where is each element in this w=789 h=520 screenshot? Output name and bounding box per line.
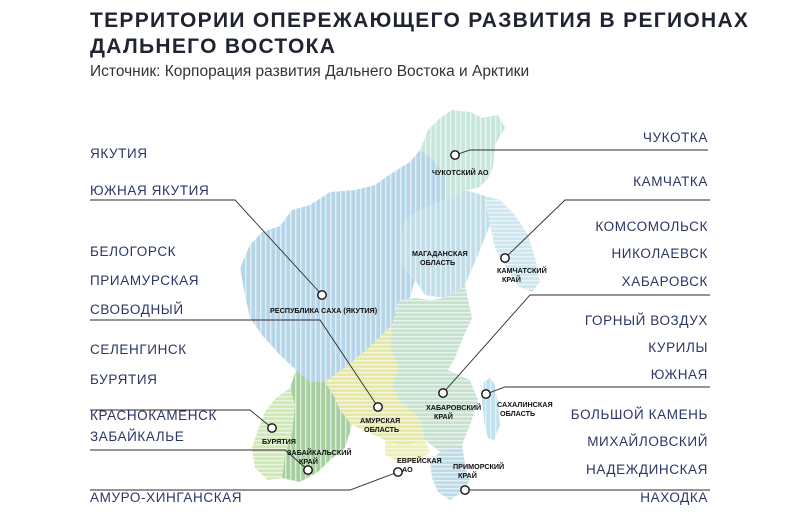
marker-saha	[318, 291, 326, 299]
leader-sakhalin	[486, 387, 710, 394]
tor-kurily: КУРИЛЫ	[648, 340, 708, 355]
tor-nakhodka: НАХОДКА	[640, 490, 708, 505]
marker-buryatia	[268, 424, 276, 432]
marker-chukotka	[451, 151, 459, 159]
region-label-primorye-2: КРАЙ	[458, 471, 477, 480]
region-label-jewish-2: АО	[402, 465, 413, 474]
title-line-2: ДАЛЬНЕГО ВОСТОКА	[90, 35, 337, 58]
tor-yakutia: ЯКУТИЯ	[90, 146, 148, 161]
tor-kamchatka: КАМЧАТКА	[633, 174, 708, 189]
tor-yuzhnaya: ЮЖНАЯ	[650, 367, 708, 382]
region-label-sakhalin-1: САХАЛИНСКАЯ	[497, 400, 553, 409]
region-label-amur-2: ОБЛАСТЬ	[364, 425, 400, 434]
tor-khabarovsk: ХАБАРОВСК	[621, 274, 708, 289]
region-label-magadan-2: ОБЛАСТЬ	[420, 258, 456, 267]
tor-buryatia: БУРЯТИЯ	[90, 372, 158, 387]
region-label-zabaikal-1: ЗАБАЙКАЛЬСКИЙ	[287, 448, 352, 457]
tor-zabaikalie: ЗАБАЙКАЛЬЕ	[90, 429, 185, 444]
tor-selenginsk: СЕЛЕНГИНСК	[90, 342, 187, 357]
map-source: Источник: Корпорация развития Дальнего Востока и Арктики	[90, 63, 530, 80]
region-label-khabarovsk-2: КРАЙ	[434, 412, 453, 421]
tor-krasnokamensk: КРАСНОКАМЕНСК	[90, 408, 217, 423]
marker-sakhalin	[482, 390, 490, 398]
tor-south-yakutia: ЮЖНАЯ ЯКУТИЯ	[90, 183, 210, 198]
region-label-magadan-1: МАГАДАНСКАЯ	[412, 249, 468, 258]
marker-kamchatka	[501, 254, 509, 262]
tor-komsomolsk: КОМСОМОЛЬСК	[595, 219, 708, 234]
marker-jewish	[394, 468, 402, 476]
region-label-sakhalin-2: ОБЛАСТЬ	[500, 409, 536, 418]
tor-belogorsk: БЕЛОГОРСК	[90, 244, 177, 259]
region-label-kamchatka-2: КРАЙ	[502, 275, 521, 284]
tor-gorny-vozdukh: ГОРНЫЙ ВОЗДУХ	[584, 313, 708, 328]
region-label-kamchatka-1: КАМЧАТСКИЙ	[497, 266, 547, 275]
tor-chukotka: ЧУКОТКА	[642, 130, 708, 145]
leader-jewish	[90, 472, 398, 490]
region-label-jewish-1: ЕВРЕЙСКАЯ	[397, 456, 442, 465]
tor-mikhaylovsky: МИХАЙЛОВСКИЙ	[587, 434, 708, 449]
region-label-buryatia: БУРЯТИЯ	[262, 437, 296, 446]
title-line-1: ТЕРРИТОРИИ ОПЕРЕЖАЮЩЕГО РАЗВИТИЯ В РЕГИОНАХ	[90, 9, 750, 32]
region-label-chukotka: ЧУКОТСКИЙ АО	[432, 168, 489, 177]
tor-nadezhdinskaya: НАДЕЖДИНСКАЯ	[586, 462, 708, 477]
marker-primorye	[461, 486, 469, 494]
marker-zabaikal	[304, 466, 312, 474]
tor-bolshoy-kamen: БОЛЬШОЙ КАМЕНЬ	[570, 407, 708, 422]
region-label-primorye-1: ПРИМОРСКИЙ	[453, 462, 505, 471]
region-label-zabaikal-2: КРАЙ	[299, 457, 318, 466]
region-label-amur-1: АМУРСКАЯ	[360, 416, 401, 425]
tor-nikolaevsk: НИКОЛАЕВСК	[611, 246, 708, 261]
tor-priamurskaya: ПРИАМУРСКАЯ	[90, 273, 200, 288]
tor-amuro-khinganskaya: АМУРО-ХИНГАНСКАЯ	[90, 490, 243, 505]
marker-amur	[374, 403, 382, 411]
marker-khabarovsk	[439, 389, 447, 397]
region-label-khabarovsk-1: ХАБАРОВСКИЙ	[426, 403, 482, 412]
region-label-saha: РЕСПУБЛИКА САХА (ЯКУТИЯ)	[270, 306, 378, 315]
tor-svobodny: СВОБОДНЫЙ	[90, 302, 184, 317]
